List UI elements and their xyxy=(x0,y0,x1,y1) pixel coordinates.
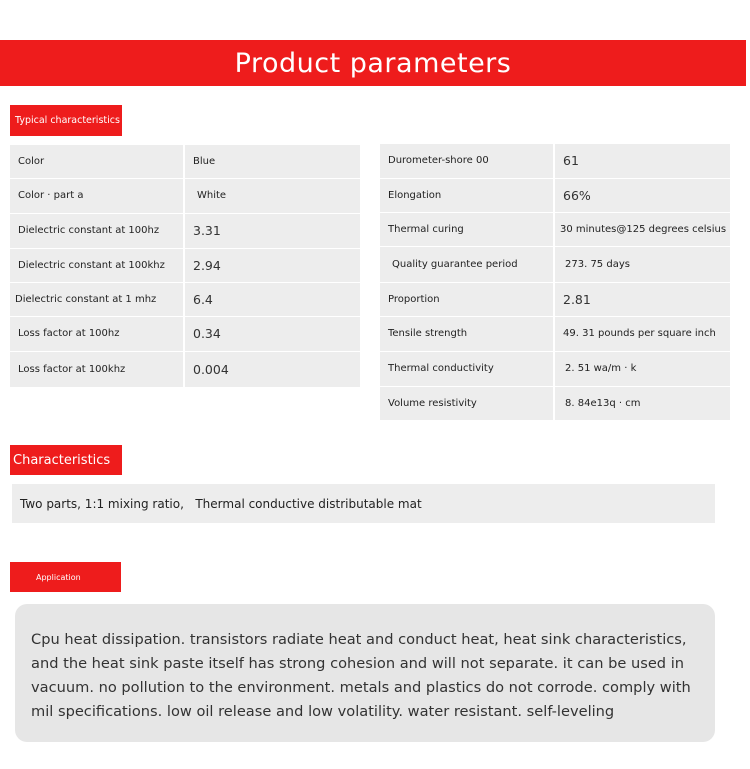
param-label: Tensile strength xyxy=(380,316,554,351)
table-row xyxy=(380,316,730,351)
application-body: Cpu heat dissipation. transistors radiate heat and conduct heat, heat sink characteristics, and the heat sink paste itself has strong cohesion and will not separate. it can be used in vacuum. no pollution to the environment. metals and plastics do not corrode. comply with mil specifications. low oil release and low volatility. water resistant. self-leveling xyxy=(31,631,691,720)
table-row xyxy=(380,246,730,282)
param-label: Dielectric constant at 100hz xyxy=(10,213,184,248)
param-label: Elongation xyxy=(380,178,554,212)
application-tag: Application xyxy=(10,562,121,592)
table-row xyxy=(380,144,730,178)
table-row xyxy=(10,316,360,351)
param-label: Dielectric constant at 1 mhz xyxy=(10,282,184,316)
param-value: 61 xyxy=(554,144,730,178)
table-row xyxy=(10,145,360,178)
param-label: Thermal conductivity xyxy=(380,351,554,386)
param-label: Proportion xyxy=(380,282,554,316)
right-parameters-table xyxy=(380,144,730,421)
param-label: Thermal curing xyxy=(380,212,554,246)
table-row xyxy=(10,178,360,213)
param-value: 2. 51 wa/m · k xyxy=(554,351,730,386)
table-row xyxy=(10,282,360,316)
typical-characteristics-tag: Typical characteristics xyxy=(10,105,122,136)
param-value: 49. 31 pounds per square inch xyxy=(554,316,730,351)
param-value: 66% xyxy=(554,178,730,212)
table-row xyxy=(380,178,730,212)
left-parameters-table xyxy=(10,145,360,388)
table-row xyxy=(10,213,360,248)
characteristics-tag: Characteristics xyxy=(10,445,122,475)
table-row xyxy=(380,212,730,246)
param-value: Blue xyxy=(184,145,360,178)
page-title-banner xyxy=(0,40,746,86)
table-row xyxy=(380,386,730,420)
param-label: Dielectric constant at 100khz xyxy=(10,248,184,282)
param-label: Loss factor at 100hz xyxy=(10,316,184,351)
table-row xyxy=(10,248,360,282)
application-text-box xyxy=(15,604,715,742)
param-label: Volume resistivity xyxy=(380,386,554,420)
param-label: Color · part a xyxy=(10,178,184,213)
param-value: 2.94 xyxy=(184,248,360,282)
param-value: 0.34 xyxy=(184,316,360,351)
param-label: Quality guarantee period xyxy=(380,246,554,282)
param-label: Color xyxy=(10,145,184,178)
table-row xyxy=(380,282,730,316)
param-value: 2.81 xyxy=(554,282,730,316)
param-value: White xyxy=(184,178,360,213)
param-value: 8. 84e13q · cm xyxy=(554,386,730,420)
page-title: Product parameters xyxy=(234,47,512,79)
characteristics-text xyxy=(12,484,715,523)
table-row xyxy=(380,351,730,386)
param-label: Loss factor at 100khz xyxy=(10,351,184,387)
param-label: Durometer-shore 00 xyxy=(380,144,554,178)
param-value: 30 minutes@125 degrees celsius xyxy=(554,212,730,246)
param-value: 6.4 xyxy=(184,282,360,316)
characteristics-body: Two parts, 1:1 mixing ratio, Thermal conductive distributable mat xyxy=(20,496,422,511)
param-value: 3.31 xyxy=(184,213,360,248)
param-value: 0.004 xyxy=(184,351,360,387)
table-row xyxy=(10,351,360,387)
param-value: 273. 75 days xyxy=(554,246,730,282)
